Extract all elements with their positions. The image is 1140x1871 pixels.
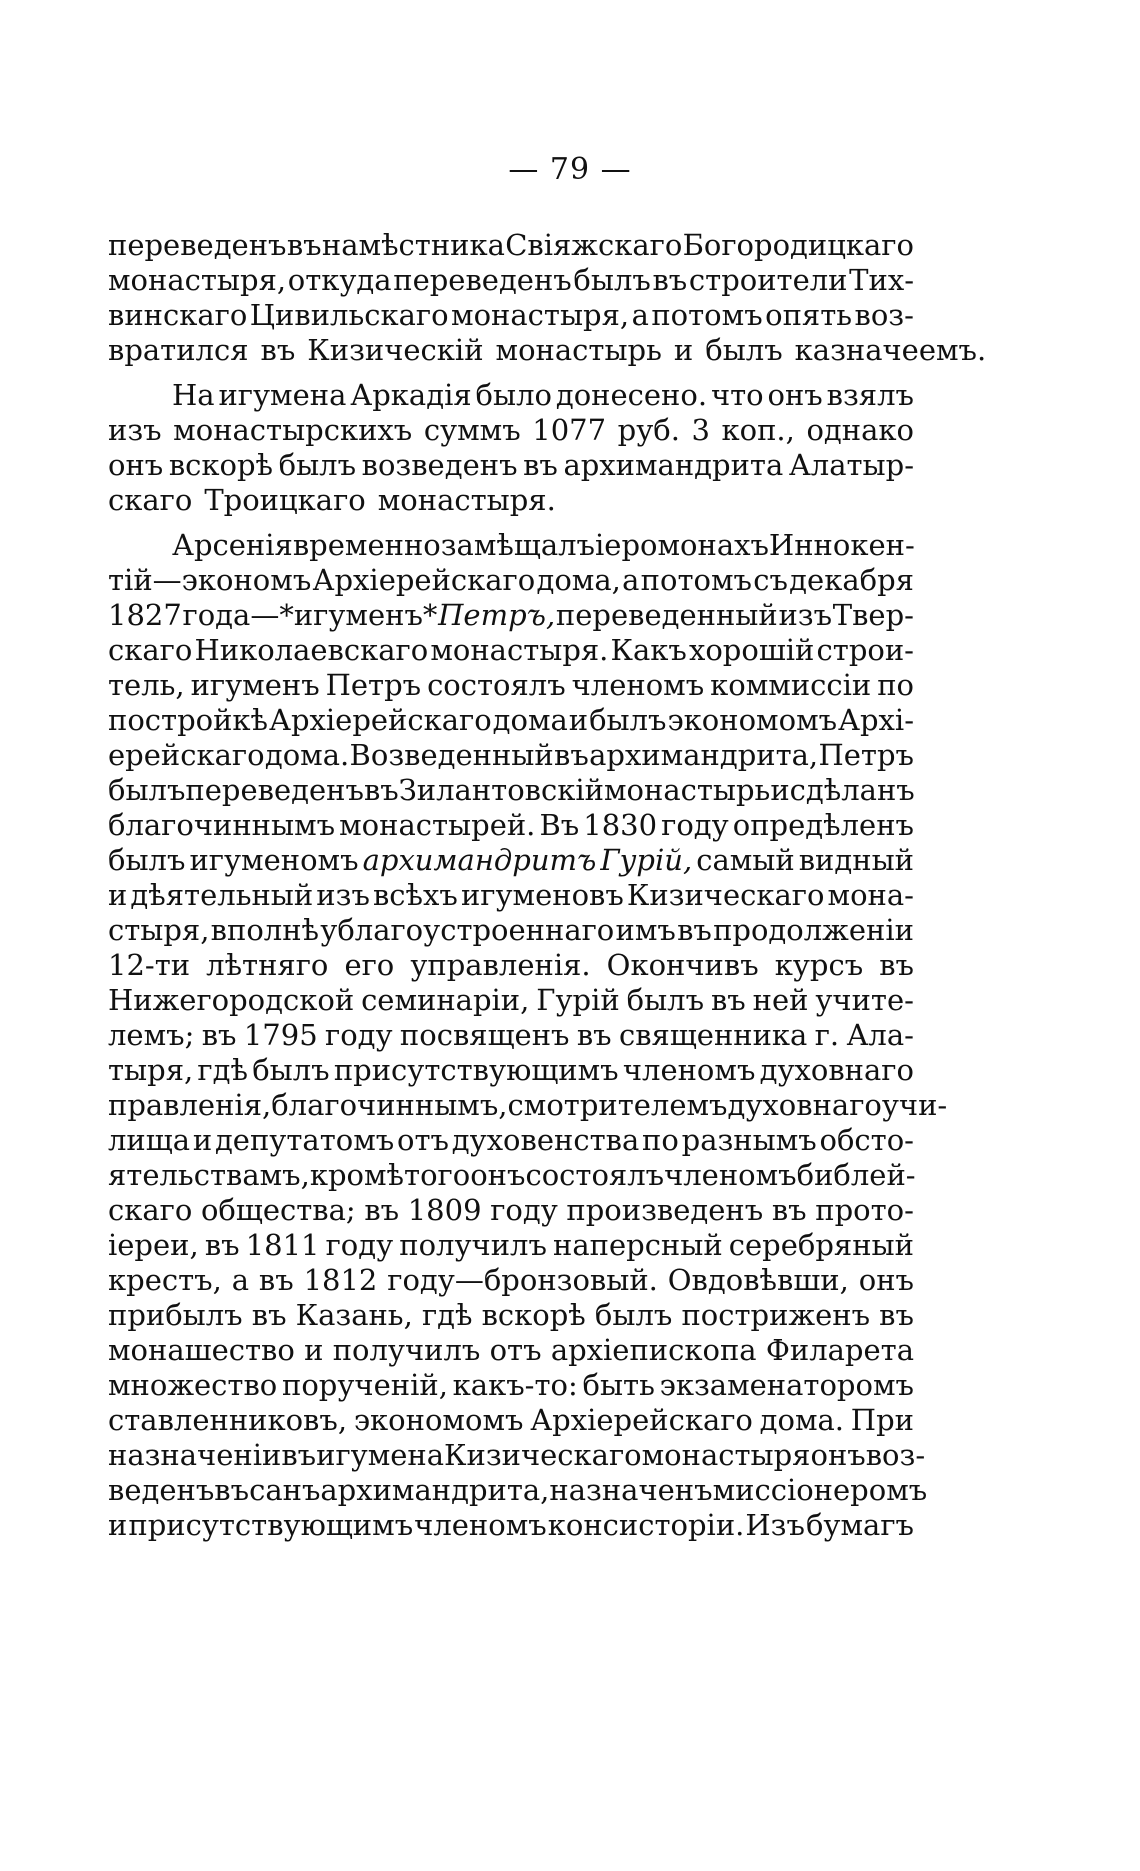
word: произведенъ [566, 1193, 764, 1227]
word: въ [879, 948, 914, 982]
word: архимандритъ [362, 843, 597, 877]
word: лища [108, 1123, 191, 1157]
word: въ [214, 1473, 250, 1507]
word: намѣстника [321, 228, 505, 262]
word: игумена [316, 1438, 445, 1472]
text-line [108, 1438, 926, 1473]
word: его [344, 948, 395, 982]
word: архіепископа [550, 1333, 757, 1367]
word: Петръ [325, 668, 422, 702]
word: въ [576, 1018, 612, 1052]
text-line [108, 738, 914, 773]
word: переведенъ [185, 773, 364, 807]
text-line [108, 1298, 914, 1333]
word: бумагъ [805, 1508, 914, 1542]
word: прибылъ [108, 1298, 243, 1332]
word: ятельствамъ, [108, 1158, 310, 1192]
word: ублагоустроеннаго [320, 913, 615, 947]
word: замѣщалъ [440, 528, 596, 562]
text-line [108, 228, 914, 263]
word: мона- [827, 878, 914, 912]
word: архимандрита, [320, 1473, 550, 1507]
word: и [304, 1333, 324, 1367]
word: онъ [108, 448, 164, 482]
word: онъ [810, 1438, 866, 1472]
word: вполнѣ [210, 913, 320, 947]
word: году [661, 808, 729, 842]
word: коп., [721, 413, 795, 447]
word: въ [251, 1298, 287, 1332]
text-line [108, 1403, 914, 1438]
word: 1795 [243, 1018, 318, 1052]
word: присутствующимъ [333, 1053, 619, 1087]
word: Арсенія [172, 528, 293, 562]
word: библей- [796, 1158, 916, 1192]
text-line [108, 1053, 914, 1088]
word: гдѣ [197, 1053, 248, 1087]
word: 3 [691, 413, 710, 447]
word: постриженъ [681, 1298, 871, 1332]
word: смотрителемъ [507, 1088, 728, 1122]
word: крестъ, [108, 1263, 222, 1297]
word: игумена [218, 378, 347, 412]
word: онъ [858, 1263, 914, 1297]
text-line [108, 1018, 914, 1053]
word: въ [523, 448, 558, 482]
word: самый [696, 843, 795, 877]
text-line [108, 1368, 914, 1403]
word: іеромонахъ [595, 528, 769, 562]
word: Зилантовскій [398, 773, 604, 807]
word: а [631, 298, 649, 332]
word: видный [798, 843, 914, 877]
word: въ [677, 913, 712, 947]
word: Окончивъ [606, 948, 759, 982]
word: имъ [615, 913, 676, 947]
word: и [192, 1123, 213, 1157]
word: монастыря, [451, 298, 630, 332]
word: монастырей. [339, 808, 536, 842]
word: Кизическаго [444, 1438, 642, 1472]
word: отъ [489, 1333, 542, 1367]
text-line [108, 1263, 914, 1298]
word: Казань, [295, 1298, 413, 1332]
text-line [108, 298, 914, 333]
word: веденъ [108, 1473, 215, 1507]
word: дѣятельный [130, 878, 314, 912]
word: былъ [108, 843, 186, 877]
word: архимандрита [563, 448, 784, 482]
word: семинаріи, [361, 983, 530, 1017]
word: наперсный [553, 1228, 723, 1262]
word: въ [554, 738, 589, 772]
page-number: — 79 — [508, 152, 632, 187]
word: вскорѣ [168, 448, 274, 482]
word: изъ [108, 413, 162, 447]
text-line [108, 1508, 914, 1543]
word: откуда [287, 263, 392, 297]
text-line [108, 633, 914, 668]
word: лѣтняго [206, 948, 329, 982]
word: стыря, [108, 913, 210, 947]
text-line [108, 808, 914, 843]
word: экономомъ [667, 703, 838, 737]
word: членомъ [664, 1158, 797, 1192]
word: переведенъ [108, 228, 287, 262]
word: общества; [200, 1193, 356, 1227]
word: Нижегородской [108, 983, 355, 1017]
word: въ [363, 773, 399, 807]
word: строители [688, 263, 848, 297]
word: Изъ [745, 1508, 805, 1542]
word: опредѣленъ [732, 808, 914, 842]
word: г. [814, 1018, 840, 1052]
word: въ [204, 1228, 240, 1262]
word: состоялъ [427, 668, 566, 702]
word: онъ [767, 378, 823, 412]
word: тель, [108, 668, 185, 702]
text-line [108, 1473, 928, 1508]
word: вскорѣ [481, 1298, 586, 1332]
word: году—бронзовый. [387, 1263, 658, 1297]
word: игуменъ [190, 668, 320, 702]
word: всѣхъ [372, 878, 458, 912]
word: и [770, 773, 790, 807]
word: 12-ти [108, 948, 191, 982]
word: въ [258, 1263, 294, 1297]
word: Троицкаго [204, 483, 366, 517]
word: духовнаго [727, 1088, 882, 1122]
word: временно [292, 528, 441, 562]
word: 1809 [407, 1193, 482, 1227]
word: монастырь [603, 773, 771, 807]
word: воз- [854, 298, 914, 332]
word: монастыря [641, 1438, 811, 1472]
word: продолженіи [713, 913, 914, 947]
text-line [108, 413, 914, 448]
text-line [108, 773, 914, 808]
word: изъ [316, 878, 370, 912]
word: суммъ [423, 413, 521, 447]
word: въ [879, 1298, 914, 1332]
word: 1827 [108, 598, 182, 632]
word: Николаевскаго [194, 633, 429, 667]
word: состоялъ [525, 1158, 665, 1192]
word: дома. [264, 738, 350, 772]
word: прото- [815, 1193, 914, 1227]
word: былъ [705, 333, 783, 367]
text-line [108, 483, 914, 518]
word: былъ [626, 983, 705, 1017]
word: онъ [470, 1158, 526, 1192]
word: Ала- [846, 1018, 914, 1052]
word: скаго [108, 1193, 193, 1227]
word: былъ [108, 773, 186, 807]
word: Кизическаго [626, 878, 825, 912]
text-line [108, 668, 914, 703]
word: въ [260, 333, 296, 367]
word: обсто- [819, 1123, 914, 1157]
word: скаго [108, 483, 193, 517]
word: въ [710, 983, 746, 1017]
word: въ [771, 1193, 807, 1227]
word: Архіерейскаго [269, 703, 492, 737]
word: что [710, 378, 764, 412]
word: дома. [759, 1403, 845, 1437]
word: въ [364, 1193, 400, 1227]
word: При [850, 1403, 914, 1437]
body-text [108, 228, 987, 1553]
word: управленія. [410, 948, 591, 982]
paragraph [108, 228, 987, 368]
word: съ [753, 563, 788, 597]
text-line [108, 1123, 914, 1158]
text-line [108, 843, 914, 878]
word: Петръ, [438, 598, 556, 632]
word: руб. [617, 413, 680, 447]
word: архимандрита, [589, 738, 819, 772]
text-line [108, 1193, 914, 1228]
word: учи- [881, 1088, 948, 1122]
word: винскаго [108, 298, 248, 332]
word: 1077 [532, 413, 607, 447]
word: 1812 [303, 1263, 378, 1297]
word: донесено. [555, 378, 708, 412]
word: хорошій [688, 633, 815, 667]
text-line [108, 448, 914, 483]
word: монастырь [495, 333, 662, 367]
word: благочиннымъ, [271, 1088, 508, 1122]
word: Алатыр- [788, 448, 914, 482]
word: ней [752, 983, 809, 1017]
word: коммиссіи [710, 668, 872, 702]
word: былъ [278, 448, 357, 482]
word: получилъ [332, 1333, 481, 1367]
word: консисторіи. [547, 1508, 745, 1542]
paragraph [108, 378, 914, 518]
word: членомъ [414, 1508, 547, 1542]
word: и [673, 333, 694, 367]
text-line [108, 913, 914, 948]
word: быть [582, 1368, 655, 1402]
word: санъ [249, 1473, 321, 1507]
word: гдѣ [421, 1298, 473, 1332]
word: курсъ [774, 948, 864, 982]
word: Свіяжскаго [505, 228, 683, 262]
word: и [108, 1508, 128, 1542]
word: благочиннымъ [108, 808, 336, 842]
word: ерейскаго [108, 738, 265, 772]
word: переведенный [555, 598, 778, 632]
word: священника [618, 1018, 808, 1052]
word: назначеніи [108, 1438, 282, 1472]
text-line [108, 1228, 914, 1263]
word: разнымъ [681, 1123, 817, 1157]
word: Твер- [832, 598, 914, 632]
word: былъ [589, 703, 667, 737]
word: назначенъ [549, 1473, 713, 1507]
word: экзаменаторомъ [659, 1368, 914, 1402]
word: 1811 [245, 1228, 320, 1262]
word: порученій, [282, 1368, 448, 1402]
word: монашество [108, 1333, 295, 1367]
word: Цивильскаго [249, 298, 449, 332]
word: году [325, 1228, 394, 1262]
word: серебряный [728, 1228, 914, 1262]
word: Филарета [765, 1333, 914, 1367]
text-line [108, 563, 914, 598]
word: На [172, 378, 215, 412]
word: въ [286, 228, 322, 262]
word: казначеемъ. [794, 333, 987, 367]
text-line [108, 528, 914, 563]
word: Архіерейскаго [530, 1403, 753, 1437]
word: изъ [778, 598, 833, 632]
word: опять [765, 298, 853, 332]
word: кромѣ [309, 1158, 405, 1192]
word: миссіонеромъ [712, 1473, 928, 1507]
paragraph [108, 528, 948, 1543]
word: депутатомъ [214, 1123, 395, 1157]
word: экономомъ [353, 1403, 524, 1437]
word: Богородицкаго [682, 228, 914, 262]
word: отъ [397, 1123, 449, 1157]
text-line [108, 598, 914, 633]
word: іереи, [108, 1228, 199, 1262]
word: дома, [536, 563, 621, 597]
word: присутствующимъ [128, 1508, 414, 1542]
word: монастыря. [377, 483, 556, 517]
word: былъ [252, 1053, 330, 1087]
word: Овдовѣвши, [667, 1263, 849, 1297]
text-line [108, 1088, 948, 1123]
word: былъ [594, 1298, 673, 1332]
word: въ [201, 1018, 237, 1052]
text-line [108, 1333, 914, 1368]
word: Возведенный [349, 738, 554, 772]
word: Иннокен- [768, 528, 915, 562]
word: дома [492, 703, 568, 737]
word: Гурій [536, 983, 620, 1017]
text-line [108, 378, 914, 413]
word: былъ [573, 263, 651, 297]
word: монастыря, [108, 263, 287, 297]
word: потомъ [640, 563, 752, 597]
word: монастырскихъ [173, 413, 413, 447]
word: посвященъ [399, 1018, 570, 1052]
word: взялъ [826, 378, 914, 412]
word: возведенъ [361, 448, 518, 482]
word: вратился [108, 333, 249, 367]
word: Аркадія [350, 378, 472, 412]
word: постройкѣ [108, 703, 269, 737]
text-line [108, 263, 914, 298]
word: году [490, 1193, 558, 1227]
word: Гурій, [600, 843, 693, 877]
word: того [404, 1158, 471, 1192]
text-line [108, 983, 914, 1018]
word: и [568, 703, 589, 737]
word: игуменомъ [189, 843, 359, 877]
word: сдѣланъ [789, 773, 915, 807]
word: учите- [815, 983, 914, 1017]
word: по [642, 1123, 679, 1157]
word: скаго [108, 633, 193, 667]
word: Архі- [838, 703, 914, 737]
word: и [108, 878, 128, 912]
word: Кизическій [307, 333, 484, 367]
word: а [231, 1263, 249, 1297]
word: декабря [789, 563, 914, 597]
word: потомъ [651, 298, 763, 332]
word: Въ [539, 808, 580, 842]
word: переведенъ [393, 263, 572, 297]
text-line [108, 1158, 914, 1193]
word: было [475, 378, 552, 412]
word: духовенства [451, 1123, 640, 1157]
word: получилъ [399, 1228, 547, 1262]
text-line [108, 948, 914, 983]
word: а [622, 563, 640, 597]
word: игуменовъ [460, 878, 624, 912]
word: членомъ [571, 668, 705, 702]
word: строи- [816, 633, 914, 667]
word: множество [108, 1368, 278, 1402]
word: Петръ [818, 738, 914, 772]
word: какъ-то: [452, 1368, 578, 1402]
word: тій—экономъ [108, 563, 312, 597]
text-line [108, 878, 914, 913]
word: въ [281, 1438, 317, 1472]
word: монастыря. [430, 633, 609, 667]
text-line [108, 703, 914, 738]
word: тыря, [108, 1053, 194, 1087]
word: по [877, 668, 914, 702]
word: 1830 [583, 808, 658, 842]
word: Какъ [610, 633, 687, 667]
word: правленія, [108, 1088, 272, 1122]
word: году [325, 1018, 393, 1052]
word: года—*игуменъ* [182, 598, 438, 632]
text-line [108, 333, 987, 368]
word: въ [652, 263, 688, 297]
word: ставленниковъ, [108, 1403, 348, 1437]
word: духовнаго [759, 1053, 914, 1087]
word: Тих- [849, 263, 914, 297]
word: Архіерейскаго [312, 563, 536, 597]
word: лемъ; [108, 1018, 195, 1052]
word: воз- [865, 1438, 926, 1472]
word: членомъ [622, 1053, 756, 1087]
word: однако [806, 413, 914, 447]
